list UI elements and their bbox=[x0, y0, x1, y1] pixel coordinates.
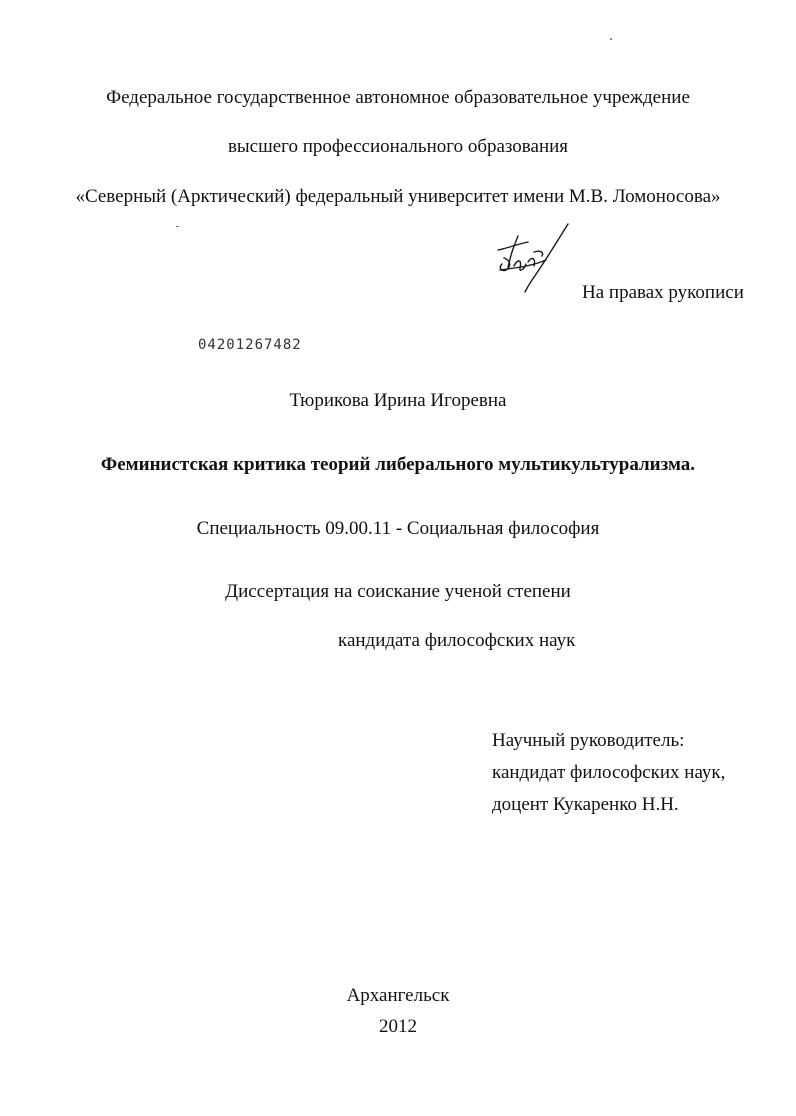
supervisor-degree: кандидат философских наук, bbox=[492, 762, 726, 783]
degree-line-1: Диссертация на соискание ученой степени bbox=[225, 581, 571, 602]
handwritten-signature-icon bbox=[488, 222, 574, 294]
manuscript-rights-note: На правах рукописи bbox=[582, 282, 744, 303]
specialty: Специальность 09.00.11 - Социальная философия bbox=[196, 518, 600, 539]
institution-line-3: «Северный (Арктический) федеральный университет имени М.В. Ломоносова» bbox=[75, 186, 721, 207]
institution-line-1: Федеральное государственное автономное образовательное учреждение bbox=[106, 87, 690, 108]
year: 2012 bbox=[379, 1016, 417, 1037]
scan-speck bbox=[610, 38, 612, 40]
author-name: Тюрикова Ирина Игоревна bbox=[289, 390, 507, 411]
degree-line-2: кандидата философских наук bbox=[338, 630, 576, 651]
registration-code: 04201267482 bbox=[198, 337, 302, 353]
thesis-title: Феминистская критика теорий либерального мультикультурализма. bbox=[100, 454, 696, 475]
supervisor-name: доцент Кукаренко Н.Н. bbox=[492, 794, 679, 815]
scan-speck bbox=[176, 226, 179, 227]
institution-line-2: высшего профессионального образования bbox=[227, 136, 569, 157]
city: Архангельск bbox=[346, 985, 450, 1006]
supervisor-label: Научный руководитель: bbox=[492, 730, 685, 751]
